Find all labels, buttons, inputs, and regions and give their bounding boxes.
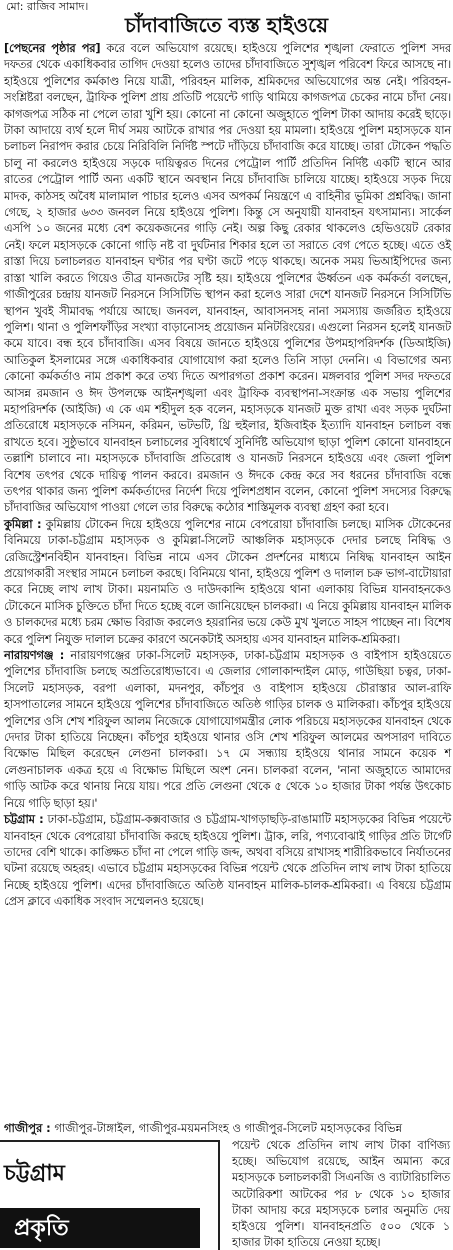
section-comilla bbox=[4, 516, 451, 647]
article-body bbox=[4, 40, 451, 910]
section-heading: গাজীপুর : bbox=[4, 1121, 51, 1135]
inset-box-strip-text: প্রকৃতি bbox=[14, 1216, 69, 1241]
lead-paragraph bbox=[4, 40, 451, 516]
article-headline: চাঁদাবাজিতে ব্যস্ত হাইওয়ে bbox=[125, 13, 328, 37]
byline: মো: রাজিব সামাদ। bbox=[6, 0, 89, 13]
section-heading: কুমিল্লা : bbox=[4, 516, 42, 531]
continued-tag: [পেছনের পৃষ্ঠার পর] bbox=[4, 41, 101, 55]
section-heading: চট্টগ্রাম : bbox=[4, 812, 44, 827]
lead-text: করে বলে অভিযোগ রয়েছে। হাইওয়ে পুলিশের শৃঙ্খলা ফেরাতে পুলিশ সদর দফতর থেকে একাধিকবার তাগিদ দেওয়া হলেও তাদের চাঁদাবাজিতে সুশৃঙ্খল পরিবেশ ফিরে আসছে না। হাইওয়ে পুলিশের কর্মকাণ্ড নিয়ে যাত্রী, পরিবহন মালিক, শ্রমিকদের অভিযোগের অন্ত নেই। পরিবহন-সংশ্লিষ্টরা বলছেন, ট্রাফিক পুলিশ প্রায় প্রতিটি পয়েন্টে গাড়ি থামিয়ে কাগজপত্র চেকের নামে চাঁদা নেয়। কাগজপত্র সঠিক না পেলে তারা খুশি হয়। কোনো না কোনো অজুহাতে পুলিশ টাকা আদায় করেই ছাড়ে। টাকা আদায়ে ব্যর্থ হলে দীর্ঘ সময় আটকে রাখার পর দেওয়া হয় মামলা। হাইওয়ে পুলিশ মহাসড়কে যান চলাচল নিরাপদ করার চেয়ে নিরিবিলি নির্দিষ্ট স্পটে দাঁড়িয়ে চাঁদাবাজি করে যাচ্ছে। তারা টোকেন পদ্ধতি চালু না করলেও হাইওয়ে সড়কে দায়িত্বরত দিনের পেট্রোল পার্টি প্রতিদিন নির্দিষ্ট একটি স্থানে আর রাতের পেট্রোল পার্টি অন্য একটি স্থানে অবস্থান নিয়ে চাঁদাবাজি চালিয়ে যাচ্ছে। হাইওয়ে সড়ক দিয়ে মাদক, কাঠসহ অবৈধ মালামাল পাচার হলেও এসব অপকর্ম নিয়ন্ত্রণে এ বাহিনীর ভূমিকা প্রশ্নবিদ্ধ। জানা গেছে, ২ হাজার ৬৩৩ জনবল নিয়ে হাইওয়ে পুলিশ। কিন্তু সে অনুযায়ী যানবাহন যৎসামান্য। সার্কেল এসপি ১০ জনের মধ্যে বেশ কয়েকজনের গাড়ি নেই। অল্প কিছু রেকার থাকলেও হেভিওয়েট রেকার নেই। ফলে মহাসড়কে কোনো গাড়ি নষ্ট বা দুর্ঘটনার শিকার হলে তা সরাতে বেগ পেতে হচ্ছে। এতে ওই রাস্তা দিয়ে চলাচলরত যানবাহন ঘণ্টার পর ঘণ্টা জটে পড়ে থাকছে। অনেক সময় ভিআইপিদের জন্য রাস্তা খালি করতে গিয়েও তীব্র যানজটের সৃষ্টি হয়। হাইওয়ে পুলিশের ঊর্ধ্বতন এক কর্মকর্তা বলছেন, গাজীপুরের চন্দ্রায় যানজট নিরসনে সিসিটিভি স্থাপন করা হলেও সারা দেশে যানজট নিরসনে সিসিটিভি স্থাপন খুবই সীমাবদ্ধ পর্যায়ে আছে। জনবল, যানবাহন, আবাসনসহ নানা সমস্যায় জর্জরিত হাইওয়ে পুলিশ। থানা ও পুলিশফাঁড়ির সংখ্যা বাড়ানোসহ প্রয়োজন মনিটরিংয়ের। এগুলো নিরসন হলেই যানজট কমে যাবে। বন্ধ হবে চাঁদাবাজি। এসব বিষয়ে জানতে হাইওয়ে পুলিশের উপমহাপরিদর্শক (ডিআইজি) আতিকুল ইসলামের সঙ্গে একাধিকবার যোগাযোগ করা হলেও তিনি সাড়া দেননি। এ বিভাগের অন্য কোনো কর্মকর্তাও নাম প্রকাশ করে তথ্য দিতে অপারগতা প্রকাশ করেন। মঙ্গলবার পুলিশ সদর দফতরে আসন্ন রমজান ও ঈদ উপলক্ষে আইনশৃঙ্খলা এবং ট্রাফিক ব্যবস্থাপনা-সংক্রান্ত এক সভায় পুলিশের মহাপরিদর্শক (আইজি) এ কে এম শহীদুল হক বলেন, মহাসড়কে যানজট মুক্ত রাখা এবং সড়ক দুর্ঘটনা প্রতিরোধে মহাসড়কে নসিমন, করিমন, ভটভটি, থ্রি হুইলার, ইজিবাইক ইত্যাদি যানবাহন চলাচল বন্ধ রাখতে হবে। সুষ্ঠুভাবে যানবাহন চলাচলের সুবিধার্থে সুনির্দিষ্ট অভিযোগ ছাড়া পুলিশ কোনো যানবাহনে তল্লাশি চালাবে না। মহাসড়কে চাঁদাবাজি প্রতিরোধ ও যানজট নিরসনে হাইওয়ে এবং জেলা পুলিশ বিশেষ তৎপর থেকে দায়িত্ব পালন করবে। রমজান ও ঈদকে কেন্দ্র করে সব ধরনের চাঁদাবাজি বন্ধে তৎপর থাকার জন্য পুলিশ কর্মকর্তাদের নির্দেশ দিয়ে পুলিশপ্রধান বলেন, কোনো পুলিশ সদস্যের বিরুদ্ধে চাঁদাবাজির অভিযোগ পাওয়া গেলে তার বিরুদ্ধে কঠোর শাস্তিমূলক ব্যবস্থা গ্রহণ করা হবে। bbox=[4, 41, 451, 515]
section-gazipur bbox=[4, 1120, 451, 1136]
section-text: নারায়ণগঞ্জের ঢাকা-সিলেট মহাসড়ক, ঢাকা-চট্টগ্রাম মহাসড়ক ও বাইপাস হাইওয়েতে পুলিশের চাঁদাবাজি চলছে অপ্রতিরোধ্যভাবে। এ জেলার গোলাকান্দাইল মোড়, গাউছিয়া চত্বর, ঢাকা-সিলেট মহাসড়ক, বরপা এলাকা, মদনপুর, কাঁচপুর ও বাইপাস হাইওয়ে চৌরাস্তার আল-রাফি হাসপাতালের সামনে হাইওয়ে পুলিশের চাঁদাবাজিতে অতিষ্ঠ গাড়ির চালক ও মালিকরা। কাঁচপুর হাইওয়ে পুলিশের ওসি শেখ শরিফুল আলম নিজেকে যোগাযোগমন্ত্রীর লোক পরিচয়ে মহাসড়কের যানবাহন থেকে দেদার টাকা হাতিয়ে নিচ্ছেন। কাঁচপুর হাইওয়ে থানার ওসি শেখ শরিফুল আলমের অপসারণ দাবিতে বিক্ষোভ মিছিল করেছেন লেগুনা চালকরা। ১৭ মে সন্ধ্যায় হাইওয়ে থানার সামনে কয়েক শ লেগুনাচালক একত্র হয়ে এ বিক্ষোভ মিছিলে অংশ নেন। চালকরা বলেন, 'নানা অজুহাতে আমাদের গাড়ি আটক করে থানায় নিয়ে যায়। পরে প্রতি লেগুনা থেকে ৫ থেকে ১০ হাজার টাকা পর্যন্ত উৎকোচ নিয়ে গাড়ি ছাড়া হয়।' bbox=[4, 648, 451, 810]
section-heading: নারায়ণগঞ্জ : bbox=[4, 648, 65, 663]
section-first-line bbox=[4, 1120, 451, 1136]
inset-box-title: চট্টগ্রাম bbox=[4, 1161, 65, 1186]
gazipur-column-text: পয়েন্ট থেকে প্রতিদিন লাখ লাখ টাকা বাণিজ্য হচ্ছে। অভিযোগ রয়েছে, আইন অমান্য করে মহাসড়কে চলাচলকারী সিএনজি ও ব্যাটারিচালিত অটোরিকশা আটকের পর ৮ থেকে ১০ হাজার টাকা আদায় করে মহাসড়কে চলার অনুমতি দেয় হাইওয়ে পুলিশ। যানবাহনপ্রতি ৫০০ থেকে ১ হাজার টাকা হাতিয়ে নেওয়া হচ্ছে। bbox=[232, 1138, 450, 1250]
section-text: কুমিল্লায় টোকেন দিয়ে হাইওয়ে পুলিশের নামে বেপরোয়া চাঁদাবাজি চলছে। মাসিক টোকেনের বিনিময়ে ঢাকা-চট্টগ্রাম মহাসড়ক ও কুমিল্লা-সিলেট আঞ্চলিক মহাসড়কে দেদার চলছে নিষিদ্ধ ও রেজিস্ট্রেশনবিহীন যানবাহন। বিভিন্ন নামে এসব টোকেন প্রদর্শনের মাধ্যমে নিষিদ্ধ যানবাহন আইন প্রয়োগকারী সংস্থার সামনে চলাচল করছে। বিনিময়ে থানা, হাইওয়ে পুলিশ ও দালাল চক্র ভাগ-বাটোয়ারা করে নিচ্ছে লাখ লাখ টাকা। ময়নামতি ও দাউদকান্দি হাইওয়ে থানা এলাকায় বিভিন্ন যানবাহনকেও টোকেনে মাসিক চুক্তিতে চাঁদা দিতে হচ্ছে বলে জানিয়েছেন চালকরা। এ নিয়ে কুমিল্লায় যানবাহন মালিক ও চালকদের মধ্যে চরম ক্ষোভ বিরাজ করলেও হয়রানির ভয়ে কেউ মুখ খুলতে সাহস পাচ্ছেন না। বিশেষ করে পুলিশ নিযুক্ত দালাল চক্রের কারণে অনেকটাই অসহায় এসব যানবাহন মালিক-শ্রমিকরা। bbox=[4, 516, 452, 646]
section-text: ঢাকা-চট্টগ্রাম, চট্টগ্রাম-কক্সবাজার ও চট্টগ্রাম-খাগড়াছড়ি-রাঙামাটি মহাসড়কের বিভিন্ন পয়েন্টে যানবাহন থেকে বেপরোয়া চাঁদাবাজি করছে হাইওয়ে পুলিশ। ট্রাক, লরি, পণ্যবোঝাই গাড়ির প্রতি টার্গেট তাদের বেশি থাকে। কাঙ্ক্ষিত চাঁদা না পেলে গাড়ি জব্দ, অথবা বসিয়ে রাখাসহ শারীরিকভাবে নির্যাতনের ঘটনা রয়েছে অহরহ। এভাবে চট্টগ্রাম মহাসড়কের বিভিন্ন পয়েন্ট থেকে প্রতিদিন লাখ লাখ টাকা হাতিয়ে নিচ্ছে হাইওয়ে পুলিশ। এদের চাঁদাবাজিতে অতিষ্ঠ যানবাহন মালিক-চালক-শ্রমিকরা। এ বিষয়ে চট্টগ্রাম প্রেস ক্লাবে একাধিক সংবাদ সম্মেলনও হয়েছে। bbox=[4, 812, 451, 909]
section-text: গাজীপুর-টাঙ্গাইল, গাজীপুর-ময়মনসিংহ ও গাজীপুর-সিলেট মহাসড়কের বিভিন্ন bbox=[54, 1121, 403, 1135]
section-narayanganj bbox=[4, 647, 451, 811]
section-chattogram bbox=[4, 811, 451, 909]
